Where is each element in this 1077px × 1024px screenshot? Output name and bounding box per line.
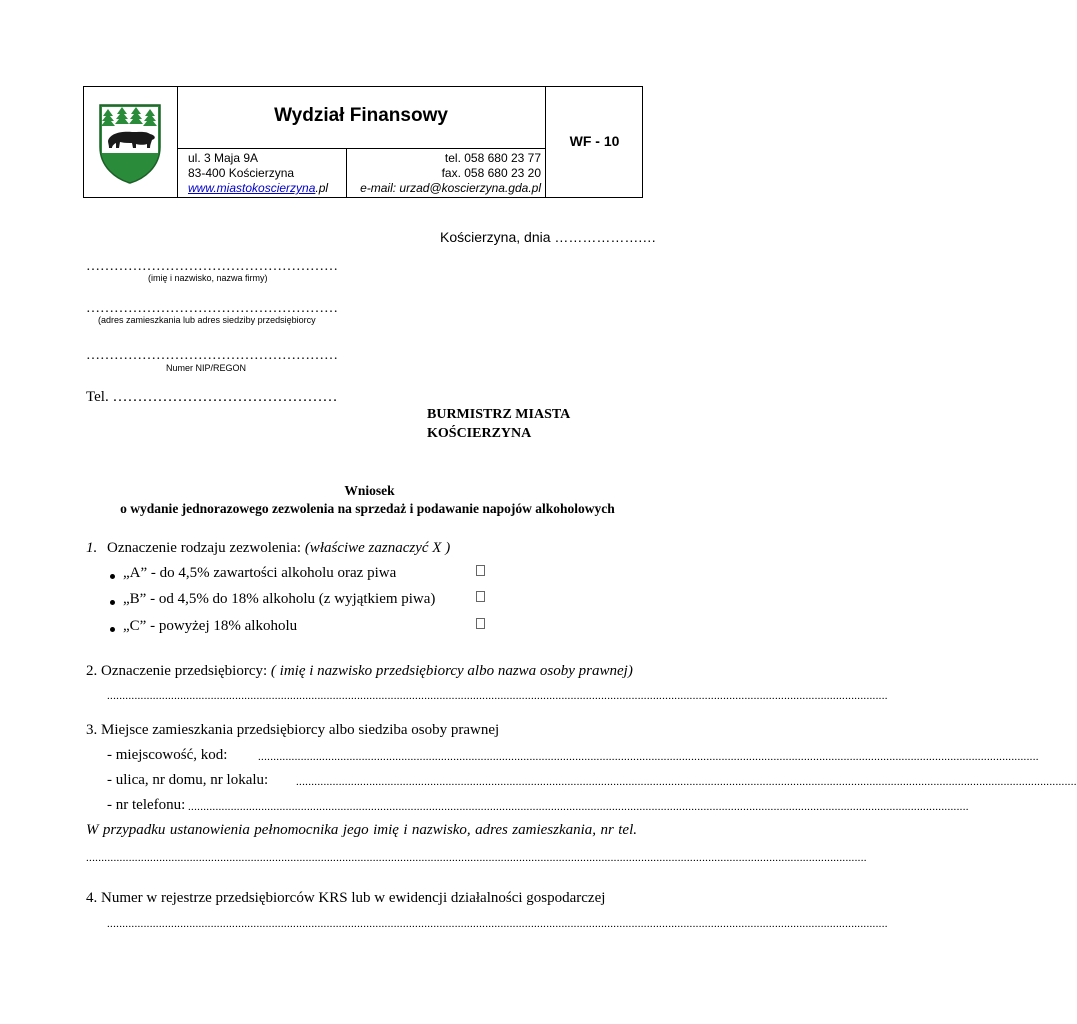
section2-heading [86,663,633,680]
bullet-icon [110,627,115,632]
city-label: - miejscowość, kod: [107,747,228,763]
email: e-mail: urzad@koscierzyna.gda.pl [360,181,541,195]
proxy-note: W przypadku ustanowienia pełnomocnika jego imię i nazwisko, adres zamieszkania, nr tel. [86,822,637,838]
phone: tel. 058 680 23 77 [444,151,541,165]
phone-dots[interactable]: ................................................................................................................................................................................................................................................................ [188,801,969,813]
address-dots[interactable]: ……………………………………………… [86,301,338,316]
name-caption: (imię i nazwisko, nazwa firmy) [148,273,268,283]
option-b-label: „B” - od 4,5% do 18% alkoholu (z wyjątkiem piwa) [123,591,436,607]
form-code: WF - 10 [569,133,620,149]
option-a-checkbox[interactable] [476,565,485,576]
nip-caption: Numer NIP/REGON [166,363,247,373]
bullet-icon [110,600,115,605]
recipient-line2: KOŚCIERZYNA [427,426,532,441]
address-street: ul. 3 Maja 9A [188,151,259,165]
nip-dots[interactable]: ……………………………………………… [86,348,338,363]
bullet-icon [110,574,115,579]
coat-of-arms-logo [96,101,164,185]
section1-label: Oznaczenie rodzaju zezwolenia: [107,540,302,556]
section1-heading [86,540,450,557]
form-title-line1: Wniosek [344,483,395,498]
street-label: - ulica, nr domu, nr lokalu: [107,772,269,788]
divider [346,148,347,197]
header-table [83,86,643,198]
section4-dots[interactable]: ................................................................................................................................................................................................................................................................ [107,918,888,930]
contact-block [352,151,541,196]
date-line: Kościerzyna, dnia ……………….… [440,229,657,245]
fax: fax. 058 680 23 20 [441,166,541,180]
phone-label: - nr telefonu: [107,797,186,813]
divider [177,87,178,197]
section2-hint: ( imię i nazwisko przedsiębiorcy albo nazwa osoby prawnej) [270,663,633,679]
address-caption: (adres zamieszkania lub adres siedziby przedsiębiorcy [98,315,316,325]
divider [177,148,545,149]
website-suffix: .pl [315,181,329,195]
department-title: Wydział Finansowy [274,105,448,126]
option-c-checkbox[interactable] [476,618,485,629]
form-title-line2: o wydanie jednorazowego zezwolenia na sprzedaż i podawanie napojów alkoholowych [120,501,615,516]
section3-heading: 3. Miejsce zamieszkania przedsiębiorcy albo siedziba osoby prawnej [86,722,500,738]
address-block [188,151,328,196]
tel-line[interactable]: Tel. ……………………………………… [86,389,338,405]
option-a-label: „A” - do 4,5% zawartości alkoholu oraz piwa [123,565,397,581]
street-dots[interactable]: ................................................................................................................................................................................................................................................................ [296,776,1077,788]
address-city: 83-400 Kościerzyna [188,166,295,180]
recipient-block [427,405,570,443]
website [188,181,328,196]
section1-number: 1. [86,540,98,556]
proxy-dots[interactable]: ................................................................................................................................................................................................................................................................ [86,852,867,864]
form-title [0,482,725,518]
city-dots[interactable]: ................................................................................................................................................................................................................................................................ [258,751,1039,763]
website-link[interactable]: www.miastokoscierzyna [188,181,316,195]
recipient-line1: BURMISTRZ MIASTA [427,407,571,422]
section4-heading: 4. Numer w rejestrze przedsiębiorców KRS lub w ewidencji działalności gospodarczej [86,890,606,906]
section1-hint: (właściwe zaznaczyć X ) [304,540,451,556]
section2-dots[interactable]: ................................................................................................................................................................................................................................................................ [107,690,888,702]
option-b-checkbox[interactable] [476,591,485,602]
option-c-label: „C” - powyżej 18% alkoholu [123,618,298,634]
name-dots[interactable]: ……………………………………………… [86,259,338,274]
section2-label: 2. Oznaczenie przedsiębiorcy: [86,663,268,679]
